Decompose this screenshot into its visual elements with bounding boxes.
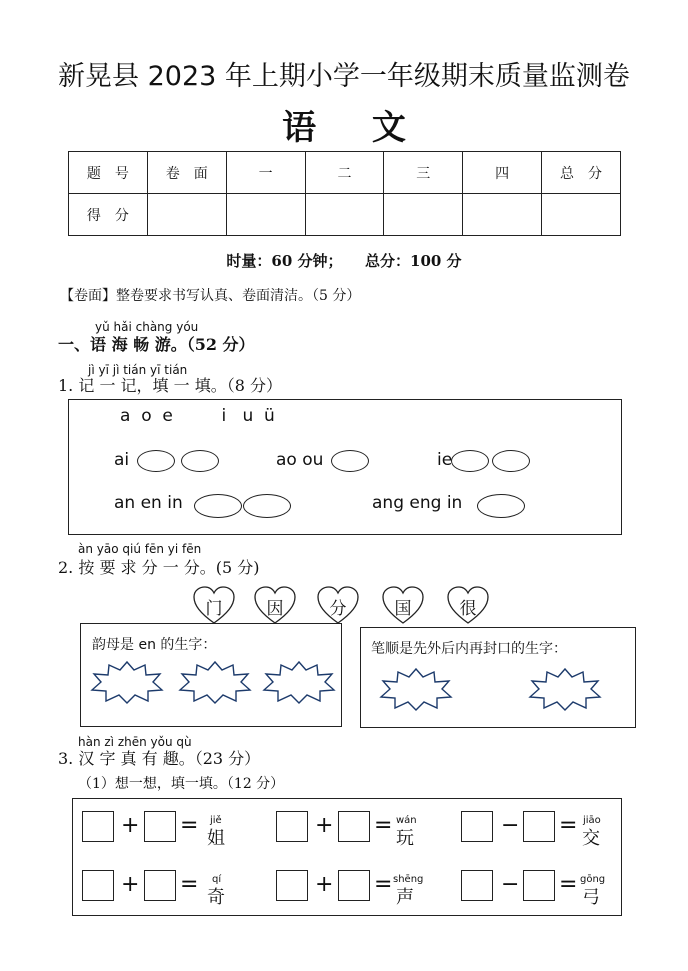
heart-char: 门 xyxy=(205,599,223,619)
answer-oval[interactable] xyxy=(194,494,242,518)
answer-char: 奇 xyxy=(207,887,225,908)
operator: = xyxy=(559,813,578,838)
q2-left-label: 韵母是 en 的生字： xyxy=(92,637,217,653)
answer-pinyin: qí xyxy=(212,874,222,885)
answer-square[interactable] xyxy=(276,811,308,842)
heart-card xyxy=(446,585,490,625)
starburst-answer[interactable] xyxy=(90,660,164,704)
score-cell[interactable] xyxy=(226,194,305,236)
operator: = xyxy=(180,872,199,897)
section1-heading: 一、语 海 畅 游。（52 分） xyxy=(58,335,255,354)
operator: − xyxy=(501,813,520,838)
heart-card xyxy=(381,585,425,625)
answer-oval[interactable] xyxy=(477,494,525,518)
operator: + xyxy=(121,813,140,838)
answer-oval[interactable] xyxy=(137,450,175,472)
answer-square[interactable] xyxy=(276,870,308,901)
q2-heading: 2. 按 要 求 分 一 分。(5 分) xyxy=(58,558,260,577)
answer-oval[interactable] xyxy=(451,450,489,472)
answer-char: 玩 xyxy=(396,828,414,849)
score-table xyxy=(68,151,621,236)
heart-card xyxy=(253,585,297,625)
operator: = xyxy=(559,872,578,897)
starburst-answer[interactable] xyxy=(262,660,336,704)
answer-square[interactable] xyxy=(338,870,370,901)
answer-oval[interactable] xyxy=(331,450,369,472)
heart-char: 分 xyxy=(329,599,347,619)
subject-char-1: 语 xyxy=(282,108,317,148)
table-header-cell: 一 xyxy=(226,152,305,194)
answer-square[interactable] xyxy=(144,870,176,901)
operator: + xyxy=(315,813,334,838)
heart-card xyxy=(192,585,236,625)
answer-char: 交 xyxy=(582,828,600,849)
table-header-cell: 总 分 xyxy=(542,152,621,194)
score-row-label: 得 分 xyxy=(69,194,148,236)
answer-square[interactable] xyxy=(144,811,176,842)
answer-oval[interactable] xyxy=(181,450,219,472)
exam-info: 时量：60 分钟； 总分：100 分 xyxy=(226,252,462,270)
q2-right-label: 笔顺是先外后内再封口的生字： xyxy=(371,641,567,657)
score-cell[interactable] xyxy=(542,194,621,236)
operator: = xyxy=(374,813,393,838)
answer-oval[interactable] xyxy=(243,494,291,518)
score-cell[interactable] xyxy=(305,194,384,236)
answer-square[interactable] xyxy=(338,811,370,842)
starburst-answer[interactable] xyxy=(525,667,605,711)
answer-pinyin: shēng xyxy=(393,874,424,885)
answer-pinyin: jiě xyxy=(210,815,222,826)
answer-pinyin: jiāo xyxy=(583,815,601,826)
q1-label-ie: ie xyxy=(437,450,453,470)
answer-pinyin: wán xyxy=(396,815,417,826)
answer-square[interactable] xyxy=(82,811,114,842)
answer-char: 声 xyxy=(396,887,414,908)
q1-pinyin: jì yī jì tián yī tián xyxy=(88,363,188,377)
q1-label-ang: ang eng in xyxy=(372,493,463,513)
answer-oval[interactable] xyxy=(492,450,530,472)
section1-pinyin: yǔ hǎi chàng yóu xyxy=(95,320,199,334)
answer-square[interactable] xyxy=(523,811,555,842)
heart-char: 因 xyxy=(266,599,284,619)
q1-heading: 1. 记 一 记，填 一 填。（8 分） xyxy=(58,376,282,395)
operator: = xyxy=(374,872,393,897)
q1-label-aoou: ao ou xyxy=(276,450,324,470)
operator: = xyxy=(180,813,199,838)
table-header-cell: 题 号 xyxy=(69,152,148,194)
answer-char: 弓 xyxy=(582,887,600,908)
answer-square[interactable] xyxy=(82,870,114,901)
starburst-answer[interactable] xyxy=(376,667,456,711)
exam-title: 新晃县 2023 年上期小学一年级期末质量监测卷 xyxy=(58,61,630,92)
score-cell[interactable] xyxy=(463,194,542,236)
q2-pinyin: àn yāo qiú fēn yi fēn xyxy=(78,542,202,556)
operator: + xyxy=(315,872,334,897)
heart-char: 国 xyxy=(394,599,412,619)
score-cell[interactable] xyxy=(384,194,463,236)
subject-title xyxy=(0,100,688,149)
answer-char: 姐 xyxy=(207,828,225,849)
q1-label-ai: ai xyxy=(114,450,130,470)
q3-heading: 3. 汉 字 真 有 趣。（23 分） xyxy=(58,749,261,768)
score-cell[interactable] xyxy=(147,194,226,236)
table-header-cell: 三 xyxy=(384,152,463,194)
q1-label-an: an en in xyxy=(114,493,183,513)
subject-char-2: 文 xyxy=(371,108,406,148)
q3-pinyin: hàn zì zhēn yǒu qù xyxy=(78,735,192,749)
answer-square[interactable] xyxy=(461,870,493,901)
operator: + xyxy=(121,872,140,897)
heart-char: 很 xyxy=(459,599,477,619)
answer-square[interactable] xyxy=(461,811,493,842)
q1-vowels: a o e i u ü xyxy=(120,406,275,426)
table-header-cell: 二 xyxy=(305,152,384,194)
answer-square[interactable] xyxy=(523,870,555,901)
starburst-answer[interactable] xyxy=(178,660,252,704)
table-header-cell: 卷 面 xyxy=(147,152,226,194)
heart-card xyxy=(316,585,360,625)
operator: − xyxy=(501,872,520,897)
answer-pinyin: gōng xyxy=(580,874,606,885)
q3-sub-heading: （1）想一想，填一填。（12 分） xyxy=(78,776,285,792)
table-header-cell: 四 xyxy=(463,152,542,194)
neatness-note: 【卷面】整卷要求书写认真、卷面清洁。（5 分） xyxy=(60,288,361,304)
